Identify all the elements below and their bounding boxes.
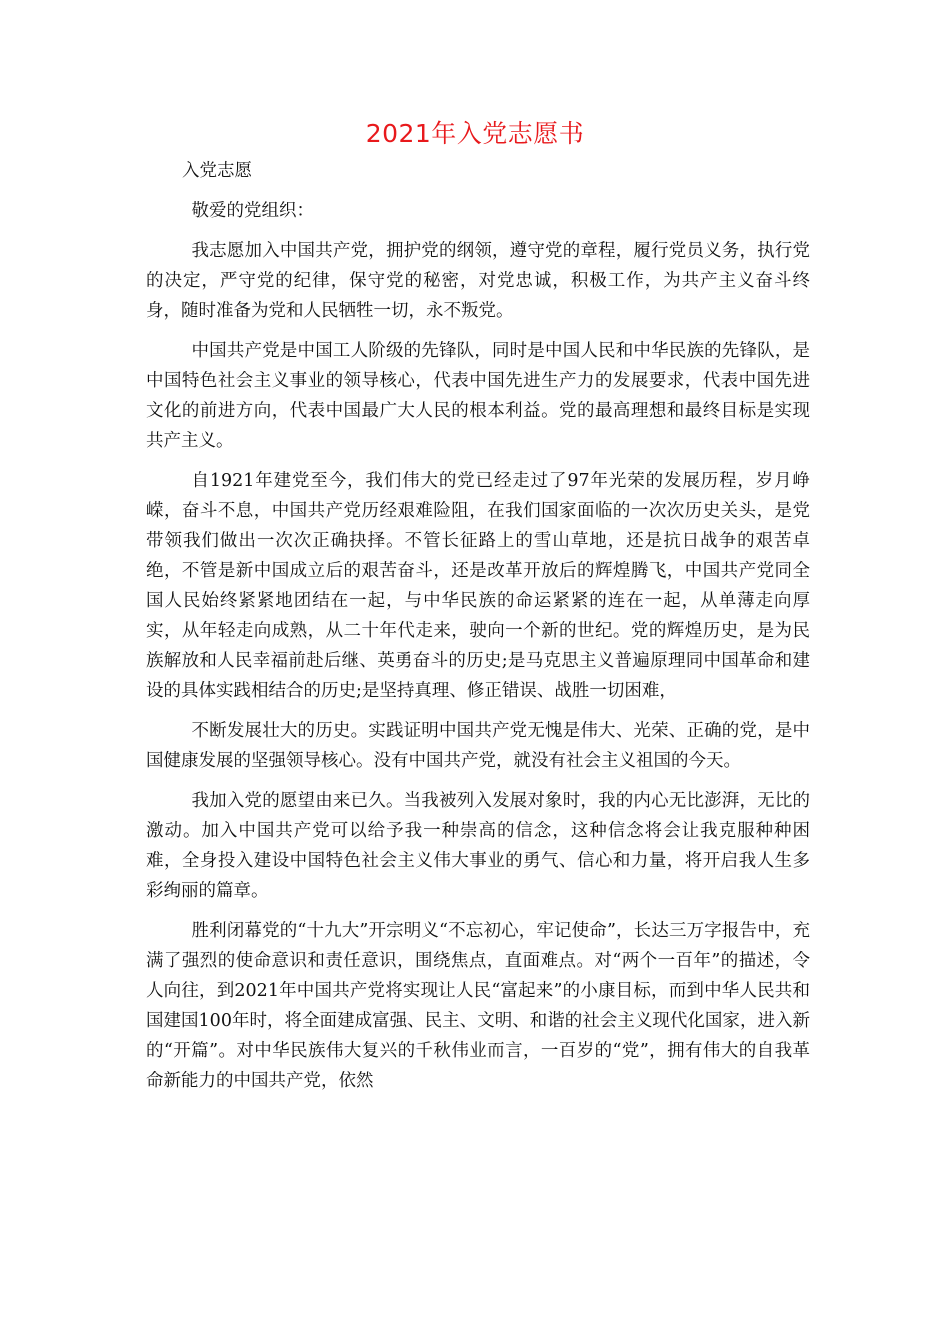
paragraph-3: 自1921年建党至今，我们伟大的党已经走过了97年光荣的发展历程，岁月峥嵘，奋斗不息，中国共产党历经艰难险阻，在我们国家面临的一次次历史关头，是党带领我们做出一次次正确抉择。不管长征路上的雪山草地，还是抗日战争的艰苦卓绝，不管是新中国成立后的艰苦奋斗，还是改革开放后的辉煌腾飞，中国共产党同全国人民始终紧紧地团结在一起，与中华民族的命运紧紧的连在一起，从单薄走向厚实，从年轻走向成熟，从二十年代走来，驶向一个新的世纪。党的辉煌历史，是为民族解放和人民幸福前赴后继、英勇奋斗的历史;是马克思主义普遍原理同中国革命和建设的具体实践相结合的历史;是坚持真理、修正错误、战胜一切困难， <box>146 471 810 701</box>
paragraph-4: 不断发展壮大的历史。实践证明中国共产党无愧是伟大、光荣、正确的党，是中国健康发展的坚强领导核心。没有中国共产党，就没有社会主义祖国的今天。 <box>146 721 810 771</box>
document-body <box>146 156 810 1106</box>
paragraph-5: 我加入党的愿望由来已久。当我被列入发展对象时，我的内心无比澎湃，无比的激动。加入中国共产党可以给予我一种崇高的信念，这种信念将会让我克服种种困难，全身投入建设中国特色社会主义伟大事业的勇气、信心和力量，将开启我人生多彩绚丽的篇章。 <box>146 791 810 901</box>
salutation: 敬爱的党组织： <box>191 201 314 221</box>
document-title: 2021年入党志愿书 <box>365 119 585 148</box>
paragraph-6: 胜利闭幕党的“十九大”开宗明义“不忘初心，牢记使命”，长达三万字报告中，充满了强烈的使命意识和责任意识，围绕焦点，直面难点。对“两个一百年”的描述，令人向往，到2021年中国共产党将实现让人民“富起来”的小康目标，而到中华人民共和国建国100年时，将全面建成富强、民主、文明、和谐的社会主义现代化国家，进入新的“开篇”。对中华民族伟大复兴的千秋伟业而言，一百岁的“党”，拥有伟大的自我革命新能力的中国共产党，依然 <box>146 921 810 1091</box>
section-label: 入党志愿 <box>182 161 252 181</box>
paragraph-2: 中国共产党是中国工人阶级的先锋队，同时是中国人民和中华民族的先锋队，是中国特色社会主义事业的领导核心，代表中国先进生产力的发展要求，代表中国先进文化的前进方向，代表中国最广大人民的根本利益。党的最高理想和最终目标是实现共产主义。 <box>146 341 810 451</box>
paragraph-1: 我志愿加入中国共产党，拥护党的纲领，遵守党的章程，履行党员义务，执行党的决定，严守党的纪律，保守党的秘密，对党忠诚，积极工作，为共产主义奋斗终身，随时准备为党和人民牺牲一切，永不叛党。 <box>146 241 810 321</box>
